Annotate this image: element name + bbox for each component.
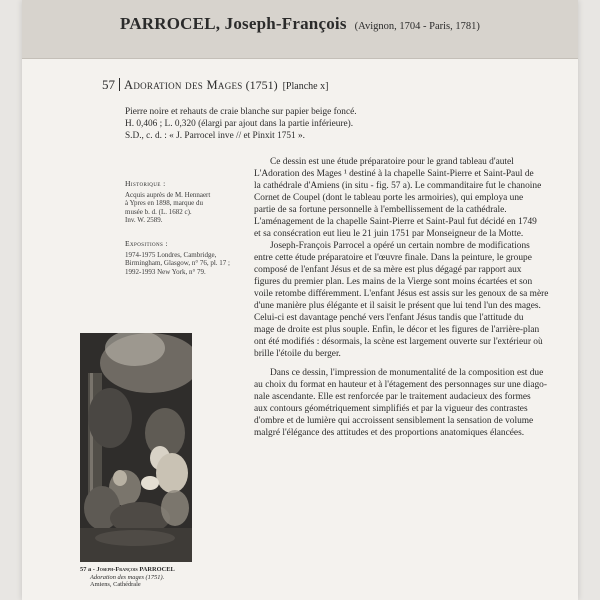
paragraph-gap — [254, 360, 550, 367]
body-line: mage de droite est plus souple. Enfin, le décor et les figures de l'arrière-plan — [254, 325, 540, 335]
entry-separator — [119, 78, 120, 91]
body-line: malgré l'élégance des attitudes et des proportions anatomiques élancées. — [254, 428, 525, 438]
body-line: aux contours géométriquement simplifiés et par la vigueur des contrastes — [254, 404, 528, 414]
historique-section — [125, 180, 245, 225]
figure-caption — [80, 566, 175, 589]
body-line: Cornet de Coupel (dont le tableau porte les armoiries), qui employa une — [254, 193, 524, 203]
body-line: la cathédrale d'Amiens (in situ - fig. 57 a). Le commanditaire fut le chanoine — [254, 181, 542, 191]
artist-dates: (Avignon, 1704 - Paris, 1781) — [354, 21, 480, 32]
body-line: Celui-ci est davantage penché vers l'enfant Jésus tandis que l'attitude du — [254, 313, 524, 323]
body-line: Ce dessin est une étude préparatoire pour le grand tableau d'autel — [270, 157, 514, 167]
body-line: partie de sa fortune personnelle à l'embellissement de la cathédrale. — [254, 205, 507, 215]
entry-year: (1751) — [245, 78, 278, 92]
historique-line: Inv. W. 2589. — [125, 216, 163, 225]
expositions-heading: Expositions : — [125, 239, 169, 248]
body-line: et sa consécration eut lieu le 21 juin 1751 par Monseigneur de la Motte. — [254, 229, 524, 239]
historique-line: musée b. d. (L. 1682 c). — [125, 207, 192, 216]
body-line: L'aménagement de la chapelle Saint-Pierre et Saint-Paul fut décidé en 1749 — [254, 217, 537, 227]
expositions-line: Birmingham, Glasgow, n° 76, pl. 17 ; — [125, 259, 231, 268]
body-line: d'une manière plus élégante et il saisit le présent que lui tend l'un des mages. — [254, 301, 541, 311]
page-header — [22, 0, 578, 59]
body-line: L'Adoration des Mages ¹ destiné à la chapelle Saint-Pierre et Saint-Paul de — [254, 169, 534, 179]
body-line: brille l'étoile du berger. — [254, 349, 341, 359]
caption-location: Amiens, Cathédrale — [90, 581, 141, 589]
paragraph-2 — [254, 240, 550, 360]
artwork-image — [80, 333, 192, 562]
entry-number: 57 — [102, 77, 115, 92]
entry-plate: [Planche x] — [282, 81, 329, 92]
header-title — [120, 14, 480, 34]
book-page — [22, 0, 578, 600]
entry-title: Adoration des Mages — [124, 78, 243, 92]
expositions-line: 1992-1993 New York, n° 79. — [125, 267, 206, 276]
body-line: d'ombre et de lumière qui accroissent sensiblement la sensation de volume — [254, 416, 534, 426]
painting-illustration — [80, 333, 192, 562]
historique-line: Acquis auprès de M. Hennaert — [125, 190, 211, 199]
body-line: Dans ce dessin, l'impression de monumentalité de la composition est due — [270, 368, 544, 378]
historique-heading: Historique : — [125, 179, 166, 188]
body-line: composé de l'enfant Jésus et de sa mère est plus dégagé par rapport aux — [254, 265, 522, 275]
expositions-line: 1974-1975 Londres, Cambridge, — [125, 250, 217, 259]
body-text — [254, 156, 550, 439]
technical-description — [125, 106, 357, 142]
body-line: au choix du format en hauteur et à l'étagement des personnages sur une diago- — [254, 380, 547, 390]
artist-name: PARROCEL, Joseph-François — [120, 14, 347, 33]
caption-work: Adoration des mages (1751). — [90, 573, 165, 581]
paragraph-1 — [254, 156, 550, 240]
body-line: voile retombe différemment. L'enfant Jésus est assis sur les genoux de sa mère — [254, 289, 549, 299]
body-line: Joseph-François Parrocel a opéré un certain nombre de modifications — [270, 241, 530, 251]
caption-artist: - Joseph-François PARROCEL — [92, 566, 175, 573]
description-line: S.D., c. d. : « J. Parrocel inve // et Pinxit 1751 ». — [125, 131, 305, 141]
caption-number: 57 a — [80, 566, 92, 573]
expositions-section — [125, 240, 255, 276]
paragraph-3 — [254, 367, 550, 439]
body-line: ont été modifiés : désormais, la scène est largement ouverte sur l'extérieur où — [254, 337, 543, 347]
body-line: entre cette étude préparatoire et l'œuvre finale. Dans la peinture, le groupe — [254, 253, 532, 263]
body-line: figures du premier plan. Les mains de la Vierge sont moins écartées et son — [254, 277, 533, 287]
description-line: H. 0,406 ; L. 0,320 (élargi par ajout dans la partie inférieure). — [125, 119, 354, 129]
historique-line: à Ypres en 1898, marque du — [125, 199, 204, 208]
body-line: nale ascendante. Elle est renforcée par le traitement audacieux des formes — [254, 392, 531, 402]
catalogue-entry-title — [102, 77, 328, 93]
description-line: Pierre noire et rehauts de craie blanche sur papier beige foncé. — [125, 107, 357, 117]
